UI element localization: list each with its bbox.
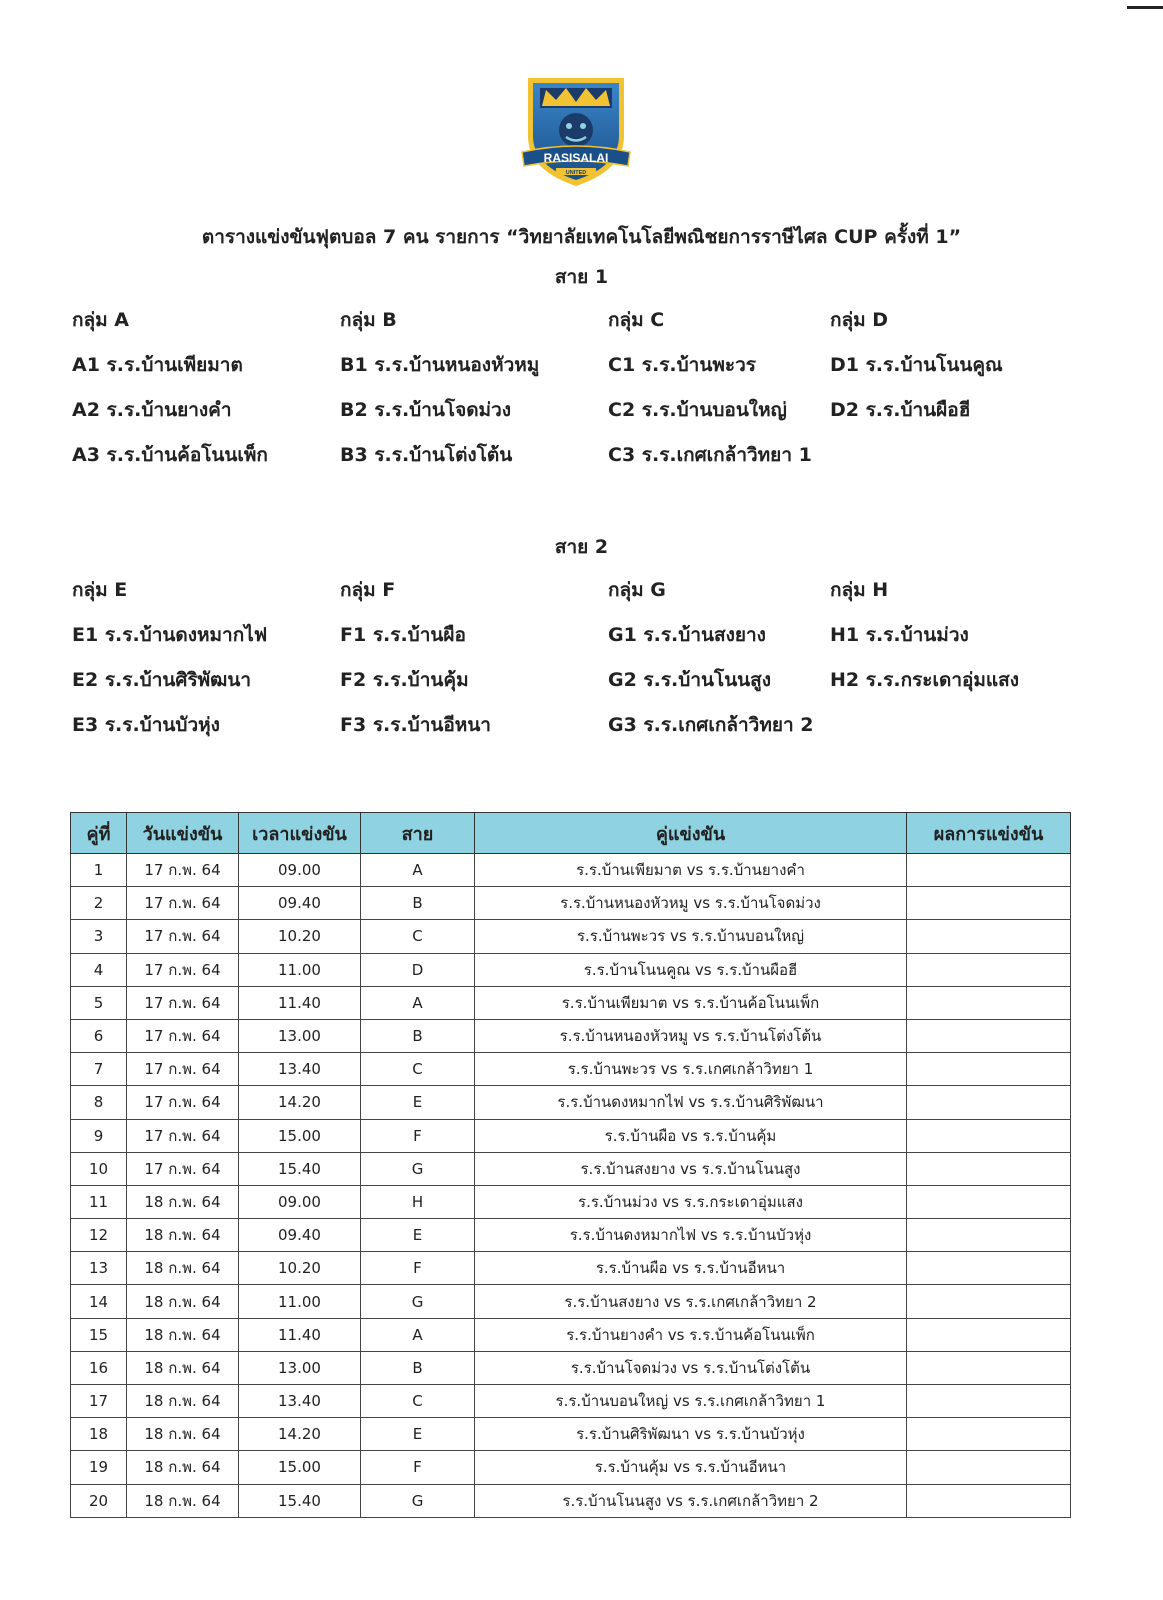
cell-match-no: 12: [71, 1219, 127, 1252]
cell-time: 15.00: [239, 1451, 361, 1484]
cell-match: ร.ร.บ้านยางคำ vs ร.ร.บ้านค้อโนนเพ็ก: [475, 1318, 907, 1351]
cell-match: ร.ร.บ้านหนองหัวหมู vs ร.ร.บ้านโต่งโต้น: [475, 1019, 907, 1052]
cell-date: 17 ก.พ. 64: [127, 1019, 239, 1052]
cell-match-no: 15: [71, 1318, 127, 1351]
cell-result: [907, 1019, 1071, 1052]
cell-match-no: 13: [71, 1252, 127, 1285]
team-entry: H1 ร.ร.บ้านม่วง: [830, 624, 969, 646]
table-body: [71, 854, 1071, 1518]
group-f: [340, 576, 491, 756]
cell-match-no: 4: [71, 953, 127, 986]
team-entry: F2 ร.ร.บ้านคุ้ม: [340, 669, 469, 691]
cell-result: [907, 1385, 1071, 1418]
group-h: [830, 576, 1019, 711]
group-name: กลุ่ม G: [608, 579, 666, 601]
cell-result: [907, 1119, 1071, 1152]
cell-time: 10.20: [239, 920, 361, 953]
cell-bracket: A: [361, 1318, 475, 1351]
group-c: [608, 306, 812, 486]
cell-time: 14.20: [239, 1086, 361, 1119]
team-entry: E1 ร.ร.บ้านดงหมากไฟ: [72, 624, 268, 646]
cell-time: 11.00: [239, 1285, 361, 1318]
table-row: [71, 1318, 1071, 1351]
cell-match: ร.ร.บ้านโนนคูณ vs ร.ร.บ้านผือฮี: [475, 953, 907, 986]
cell-bracket: C: [361, 1053, 475, 1086]
team-entry: F1 ร.ร.บ้านผือ: [340, 624, 466, 646]
cell-result: [907, 1451, 1071, 1484]
rasisalai-united-logo: [520, 74, 632, 190]
cell-result: [907, 1185, 1071, 1218]
cell-result: [907, 953, 1071, 986]
cell-result: [907, 1285, 1071, 1318]
cell-date: 17 ก.พ. 64: [127, 953, 239, 986]
team-entry: F3 ร.ร.บ้านอีหนา: [340, 714, 491, 736]
table-row: [71, 1484, 1071, 1517]
team-entry: G3 ร.ร.เกศเกล้าวิทยา 2: [608, 714, 814, 736]
cell-match: ร.ร.บ้านดงหมากไฟ vs ร.ร.บ้านบัวหุ่ง: [475, 1219, 907, 1252]
cell-match: ร.ร.บ้านหนองหัวหมู vs ร.ร.บ้านโจดม่วง: [475, 887, 907, 920]
cell-match: ร.ร.บ้านศิริพัฒนา vs ร.ร.บ้านบัวหุ่ง: [475, 1418, 907, 1451]
cell-date: 17 ก.พ. 64: [127, 1053, 239, 1086]
header-result: ผลการแข่งขัน: [907, 813, 1071, 854]
cell-bracket: F: [361, 1252, 475, 1285]
cell-result: [907, 1484, 1071, 1517]
cell-bracket: E: [361, 1219, 475, 1252]
cell-time: 15.00: [239, 1119, 361, 1152]
table-row: [71, 1252, 1071, 1285]
cell-match-no: 11: [71, 1185, 127, 1218]
group-name: กลุ่ม C: [608, 309, 665, 331]
group-a: [72, 306, 268, 486]
team-entry: D2 ร.ร.บ้านผือฮี: [830, 399, 971, 421]
cell-match: ร.ร.บ้านคุ้ม vs ร.ร.บ้านอีหนา: [475, 1451, 907, 1484]
cell-date: 17 ก.พ. 64: [127, 1086, 239, 1119]
cell-bracket: C: [361, 1385, 475, 1418]
cell-bracket: E: [361, 1418, 475, 1451]
cell-bracket: F: [361, 1451, 475, 1484]
cell-match-no: 20: [71, 1484, 127, 1517]
cell-bracket: E: [361, 1086, 475, 1119]
cell-time: 11.40: [239, 1318, 361, 1351]
cell-result: [907, 1219, 1071, 1252]
table-row: [71, 1185, 1071, 1218]
section-title-2: สาย 2: [554, 536, 609, 558]
table-row: [71, 854, 1071, 887]
cell-match-no: 18: [71, 1418, 127, 1451]
cell-bracket: G: [361, 1285, 475, 1318]
cell-date: 18 ก.พ. 64: [127, 1418, 239, 1451]
cell-result: [907, 1252, 1071, 1285]
cell-time: 11.40: [239, 986, 361, 1019]
table-row: [71, 1053, 1071, 1086]
cell-time: 09.40: [239, 1219, 361, 1252]
cell-match: ร.ร.บ้านโจดม่วง vs ร.ร.บ้านโต่งโต้น: [475, 1351, 907, 1384]
group-name: กลุ่ม B: [340, 309, 397, 331]
table-row: [71, 1351, 1071, 1384]
cell-result: [907, 887, 1071, 920]
cell-result: [907, 920, 1071, 953]
cell-bracket: C: [361, 920, 475, 953]
cell-result: [907, 986, 1071, 1019]
cell-match: ร.ร.บ้านดงหมากไฟ vs ร.ร.บ้านศิริพัฒนา: [475, 1086, 907, 1119]
header-match-no: คู่ที่: [71, 813, 127, 854]
group-name: กลุ่ม H: [830, 579, 889, 601]
cell-date: 18 ก.พ. 64: [127, 1484, 239, 1517]
cell-match-no: 9: [71, 1119, 127, 1152]
cell-match: ร.ร.บ้านเพียมาต vs ร.ร.บ้านยางคำ: [475, 854, 907, 887]
cell-match-no: 2: [71, 887, 127, 920]
header-date: วันแข่งขัน: [127, 813, 239, 854]
cell-match-no: 14: [71, 1285, 127, 1318]
cell-time: 13.00: [239, 1019, 361, 1052]
cell-date: 18 ก.พ. 64: [127, 1351, 239, 1384]
table-row: [71, 1418, 1071, 1451]
team-entry: G1 ร.ร.บ้านสงยาง: [608, 624, 766, 646]
team-entry: A1 ร.ร.บ้านเพียมาต: [72, 354, 243, 376]
cell-match-no: 19: [71, 1451, 127, 1484]
group-d: [830, 306, 1003, 441]
cell-date: 17 ก.พ. 64: [127, 1119, 239, 1152]
team-entry: B1 ร.ร.บ้านหนองหัวหมู: [340, 354, 540, 376]
cell-bracket: A: [361, 854, 475, 887]
team-entry: E2 ร.ร.บ้านศิริพัฒนา: [72, 669, 251, 691]
cell-bracket: D: [361, 953, 475, 986]
cell-bracket: H: [361, 1185, 475, 1218]
schedule-table: [70, 812, 1071, 1518]
table-row: [71, 1119, 1071, 1152]
cell-match: ร.ร.บ้านเพียมาต vs ร.ร.บ้านค้อโนนเพ็ก: [475, 986, 907, 1019]
logo-subtext: UNITED: [565, 170, 587, 176]
table-row: [71, 1385, 1071, 1418]
cell-time: 13.40: [239, 1385, 361, 1418]
cell-time: 14.20: [239, 1418, 361, 1451]
cell-bracket: G: [361, 1152, 475, 1185]
cell-match: ร.ร.บ้านผือ vs ร.ร.บ้านคุ้ม: [475, 1119, 907, 1152]
group-b: [340, 306, 539, 486]
cell-bracket: B: [361, 1351, 475, 1384]
table-row: [71, 887, 1071, 920]
scan-corner-mark: [1127, 6, 1163, 9]
cell-match: ร.ร.บ้านพะวร vs ร.ร.บ้านบอนใหญ่: [475, 920, 907, 953]
group-name: กลุ่ม F: [340, 579, 396, 601]
team-entry: A2 ร.ร.บ้านยางคำ: [72, 399, 232, 421]
team-entry: B3 ร.ร.บ้านโต่งโต้น: [340, 444, 513, 466]
cell-date: 17 ก.พ. 64: [127, 920, 239, 953]
cell-match-no: 3: [71, 920, 127, 953]
table-header-row: [71, 813, 1071, 854]
cell-result: [907, 1086, 1071, 1119]
cell-match-no: 6: [71, 1019, 127, 1052]
team-entry: E3 ร.ร.บ้านบัวหุ่ง: [72, 714, 220, 736]
cell-time: 15.40: [239, 1152, 361, 1185]
cell-date: 17 ก.พ. 64: [127, 1152, 239, 1185]
cell-result: [907, 1053, 1071, 1086]
document-title: ตารางแข่งขันฟุตบอล 7 คน รายการ “วิทยาลัยเทคโนโลยีพณิชยการราษีไศล CUP ครั้งที่ 1”: [201, 226, 962, 248]
cell-match-no: 1: [71, 854, 127, 887]
table-row: [71, 1086, 1071, 1119]
cell-match-no: 16: [71, 1351, 127, 1384]
group-g: [608, 576, 813, 756]
cell-result: [907, 854, 1071, 887]
section-title-1: สาย 1: [554, 266, 609, 288]
cell-match: ร.ร.บ้านผือ vs ร.ร.บ้านอีหนา: [475, 1252, 907, 1285]
table-row: [71, 986, 1071, 1019]
cell-match-no: 7: [71, 1053, 127, 1086]
cell-date: 17 ก.พ. 64: [127, 986, 239, 1019]
group-name: กลุ่ม D: [830, 309, 889, 331]
cell-date: 18 ก.พ. 64: [127, 1285, 239, 1318]
cell-result: [907, 1351, 1071, 1384]
team-entry: C1 ร.ร.บ้านพะวร: [608, 354, 756, 376]
cell-date: 17 ก.พ. 64: [127, 887, 239, 920]
cell-bracket: A: [361, 986, 475, 1019]
group-name: กลุ่ม E: [72, 579, 128, 601]
team-entry: B2 ร.ร.บ้านโจดม่วง: [340, 399, 512, 421]
cell-bracket: B: [361, 887, 475, 920]
cell-date: 18 ก.พ. 64: [127, 1451, 239, 1484]
cell-bracket: G: [361, 1484, 475, 1517]
cell-bracket: F: [361, 1119, 475, 1152]
header-match: คู่แข่งขัน: [475, 813, 907, 854]
cell-time: 11.00: [239, 953, 361, 986]
team-entry: A3 ร.ร.บ้านค้อโนนเพ็ก: [72, 444, 268, 466]
table-row: [71, 1219, 1071, 1252]
cell-time: 13.00: [239, 1351, 361, 1384]
cell-match: ร.ร.บ้านสงยาง vs ร.ร.บ้านโนนสูง: [475, 1152, 907, 1185]
cell-time: 15.40: [239, 1484, 361, 1517]
table-row: [71, 953, 1071, 986]
team-entry: D1 ร.ร.บ้านโนนคูณ: [830, 354, 1003, 376]
team-entry: H2 ร.ร.กระเดาอุ่มแสง: [830, 669, 1020, 691]
cell-match-no: 10: [71, 1152, 127, 1185]
cell-match-no: 8: [71, 1086, 127, 1119]
cell-date: 18 ก.พ. 64: [127, 1219, 239, 1252]
cell-time: 09.40: [239, 887, 361, 920]
cell-match-no: 5: [71, 986, 127, 1019]
cell-match-no: 17: [71, 1385, 127, 1418]
table-row: [71, 1152, 1071, 1185]
group-e: [72, 576, 267, 756]
team-entry: C2 ร.ร.บ้านบอนใหญ่: [608, 399, 787, 421]
table-row: [71, 920, 1071, 953]
cell-match: ร.ร.บ้านโนนสูง vs ร.ร.เกศเกล้าวิทยา 2: [475, 1484, 907, 1517]
team-entry: C3 ร.ร.เกศเกล้าวิทยา 1: [608, 444, 812, 466]
group-name: กลุ่ม A: [72, 309, 129, 331]
cell-time: 13.40: [239, 1053, 361, 1086]
table-row: [71, 1451, 1071, 1484]
cell-date: 18 ก.พ. 64: [127, 1252, 239, 1285]
cell-result: [907, 1152, 1071, 1185]
cell-match: ร.ร.บ้านม่วง vs ร.ร.กระเดาอุ่มแสง: [475, 1185, 907, 1218]
cell-date: 18 ก.พ. 64: [127, 1385, 239, 1418]
cell-date: 18 ก.พ. 64: [127, 1185, 239, 1218]
table-row: [71, 1285, 1071, 1318]
cell-match: ร.ร.บ้านบอนใหญ่ vs ร.ร.เกศเกล้าวิทยา 1: [475, 1385, 907, 1418]
cell-date: 17 ก.พ. 64: [127, 854, 239, 887]
cell-time: 09.00: [239, 854, 361, 887]
cell-time: 09.00: [239, 1185, 361, 1218]
cell-bracket: B: [361, 1019, 475, 1052]
cell-date: 18 ก.พ. 64: [127, 1318, 239, 1351]
cell-match: ร.ร.บ้านพะวร vs ร.ร.เกศเกล้าวิทยา 1: [475, 1053, 907, 1086]
header-time: เวลาแข่งขัน: [239, 813, 361, 854]
logo-text: RASISALAI: [543, 151, 609, 165]
team-entry: G2 ร.ร.บ้านโนนสูง: [608, 669, 772, 691]
cell-result: [907, 1318, 1071, 1351]
header-bracket: สาย: [361, 813, 475, 854]
cell-match: ร.ร.บ้านสงยาง vs ร.ร.เกศเกล้าวิทยา 2: [475, 1285, 907, 1318]
cell-result: [907, 1418, 1071, 1451]
cell-time: 10.20: [239, 1252, 361, 1285]
table-row: [71, 1019, 1071, 1052]
